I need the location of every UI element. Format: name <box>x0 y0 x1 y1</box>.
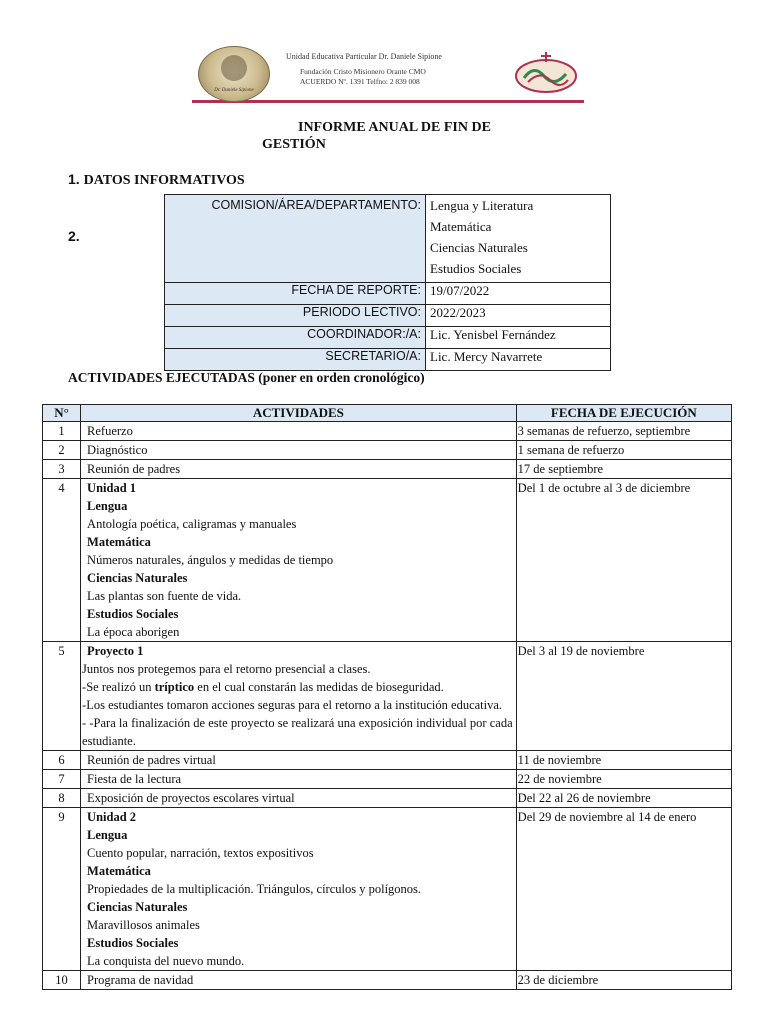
info-row-periodo <box>165 305 611 327</box>
row-number: 5 <box>43 642 81 751</box>
unit-title: Unidad 2 <box>87 810 137 824</box>
coordinador-value: Lic. Yenisbel Fernández <box>426 327 611 349</box>
subject-content: La conquista del nuevo mundo. <box>87 954 245 968</box>
section-datos-informativos <box>68 171 245 189</box>
project-detail-text: en el cual constarán las medidas de bioseguridad. <box>194 680 444 694</box>
project-name: Juntos nos protegemos para el retorno presencial a clases. <box>82 662 371 676</box>
saint-figure-icon <box>221 55 247 81</box>
subject-content: Maravillosos animales <box>87 918 200 932</box>
subject-heading: Matemática <box>87 535 151 549</box>
periodo-label: PERIODO LECTIVO: <box>165 305 426 327</box>
subject-heading: Lengua <box>87 828 128 842</box>
table-header-row <box>43 405 732 422</box>
area-matematica: Matemática <box>430 219 492 234</box>
area-ciencias: Ciencias Naturales <box>430 240 528 255</box>
school-logo-left <box>198 46 270 102</box>
header-date: FECHA DE EJECUCIÓN <box>516 405 731 422</box>
school-name: Unidad Educativa Particular Dr. Daniele Sipione <box>286 52 442 61</box>
row-activity <box>81 808 517 971</box>
subject-content: Antología poética, caligramas y manuales <box>87 517 297 531</box>
subject-heading: Ciencias Naturales <box>87 900 188 914</box>
row-number: 3 <box>43 460 81 479</box>
activities-heading: ACTIVIDADES EJECUTADAS (poner en orden cronológico) <box>68 370 425 385</box>
area-lengua: Lengua y Literatura <box>430 198 534 213</box>
subject-heading: Estudios Sociales <box>87 607 179 621</box>
section2-number: 2. <box>68 228 80 244</box>
project-title: Proyecto 1 <box>87 644 144 658</box>
project-detail <box>82 678 513 696</box>
fecha-value: 19/07/2022 <box>426 283 611 305</box>
project-detail-bold: tríptico <box>154 680 195 694</box>
header-number: N° <box>43 405 81 422</box>
row-date: 23 de diciembre <box>516 971 731 990</box>
cmo-logo-icon <box>514 50 578 94</box>
row-number: 8 <box>43 789 81 808</box>
table-row <box>43 751 732 770</box>
table-row <box>43 422 732 441</box>
row-date: 1 semana de refuerzo <box>516 441 731 460</box>
letterhead-text <box>286 52 442 87</box>
row-number: 10 <box>43 971 81 990</box>
subject-content: Las plantas son fuente de vida. <box>87 589 242 603</box>
subject-content: Cuento popular, narración, textos expositivos <box>87 846 314 860</box>
subject-heading: Lengua <box>87 499 128 513</box>
row-number: 7 <box>43 770 81 789</box>
info-row-secretario <box>165 349 611 371</box>
info-row-coordinador <box>165 327 611 349</box>
row-activity <box>81 642 517 751</box>
row-activity: Reunión de padres virtual <box>81 751 517 770</box>
header-activity: ACTIVIDADES <box>81 405 517 422</box>
row-date: 22 de noviembre <box>516 770 731 789</box>
coordinador-label: COORDINADOR:/A: <box>165 327 426 349</box>
row-date: 3 semanas de refuerzo, septiembre <box>516 422 731 441</box>
row-activity: Programa de navidad <box>81 971 517 990</box>
subject-content: Números naturales, ángulos y medidas de tiempo <box>87 553 334 567</box>
table-row <box>43 441 732 460</box>
row-number: 9 <box>43 808 81 971</box>
activities-table <box>42 404 732 990</box>
report-title-line2: GESTIÓN <box>262 137 326 152</box>
row-number: 1 <box>43 422 81 441</box>
row-date: Del 1 de octubre al 3 de diciembre <box>516 479 731 642</box>
subject-heading: Estudios Sociales <box>87 936 179 950</box>
table-row <box>43 642 732 751</box>
table-row <box>43 808 732 971</box>
info-row-comision <box>165 195 611 283</box>
logo-left-caption: Dr. Daniele Sipione <box>214 88 254 93</box>
row-number: 2 <box>43 441 81 460</box>
table-row <box>43 479 732 642</box>
row-activity: Diagnóstico <box>81 441 517 460</box>
row-activity: Refuerzo <box>81 422 517 441</box>
fecha-label: FECHA DE REPORTE: <box>165 283 426 305</box>
report-title-line1: INFORME ANUAL DE FIN DE <box>298 120 491 135</box>
periodo-value: 2022/2023 <box>426 305 611 327</box>
agreement-phone: ACUERDO Nº. 1391 Telfno: 2 839 008 <box>300 77 420 86</box>
table-row <box>43 770 732 789</box>
row-date: 11 de noviembre <box>516 751 731 770</box>
secretario-label: SECRETARIO/A: <box>165 349 426 371</box>
section1-title: DATOS INFORMATIVOS <box>83 173 245 188</box>
row-date: Del 3 al 19 de noviembre <box>516 642 731 751</box>
section1-number: 1. <box>68 171 80 187</box>
row-activity: Fiesta de la lectura <box>81 770 517 789</box>
subject-heading: Matemática <box>87 864 151 878</box>
comision-values <box>426 195 611 283</box>
row-number: 4 <box>43 479 81 642</box>
project-detail-text: -Se realizó un <box>82 680 155 694</box>
row-activity <box>81 479 517 642</box>
table-row <box>43 971 732 990</box>
row-activity: Reunión de padres <box>81 460 517 479</box>
row-activity: Exposición de proyectos escolares virtual <box>81 789 517 808</box>
info-row-fecha <box>165 283 611 305</box>
row-date: Del 22 al 26 de noviembre <box>516 789 731 808</box>
row-date: 17 de septiembre <box>516 460 731 479</box>
row-number: 6 <box>43 751 81 770</box>
secretario-value: Lic. Mercy Navarrete <box>426 349 611 371</box>
unit-title: Unidad 1 <box>87 481 137 495</box>
subject-heading: Ciencias Naturales <box>87 571 188 585</box>
subject-content: La época aborigen <box>87 625 180 639</box>
project-detail: - -Para la finalización de este proyecto se realizará una exposición individual por cada estudiante. <box>82 716 513 748</box>
subject-content: Propiedades de la multiplicación. Triángulos, círculos y polígonos. <box>87 882 422 896</box>
table-row <box>43 789 732 808</box>
foundation-name: Fundación Cristo Misionero Orante CMO <box>300 67 426 76</box>
comision-label: COMISION/ÁREA/DEPARTAMENTO: <box>165 195 426 283</box>
project-detail: -Los estudiantes tomaron acciones seguras para el retorno a la institución educativa. <box>82 698 503 712</box>
info-table <box>164 194 611 371</box>
area-sociales: Estudios Sociales <box>430 261 522 276</box>
table-row <box>43 460 732 479</box>
row-date: Del 29 de noviembre al 14 de enero <box>516 808 731 971</box>
